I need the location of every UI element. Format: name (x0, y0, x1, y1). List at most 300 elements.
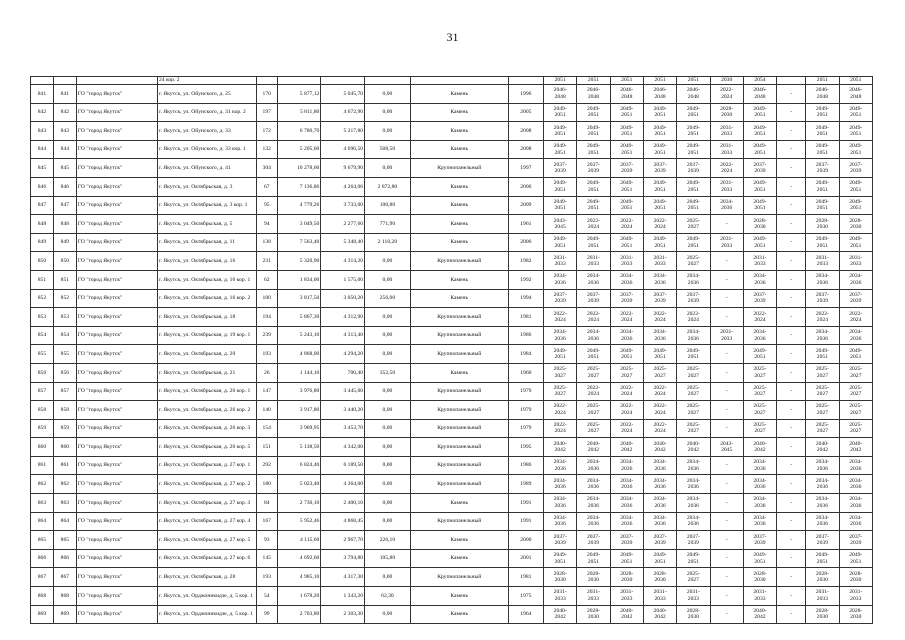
period-cell: 2049- 2051 (544, 122, 577, 141)
flats-count: 140 (256, 401, 277, 420)
period-cell: 2037- 2039 (544, 531, 577, 550)
flats-count: 94 (256, 215, 277, 234)
total-area: 5 243,10 (277, 326, 321, 345)
living-area: 4 313,40 (321, 326, 365, 345)
build-year: 2001 (508, 549, 543, 568)
build-year: 1986 (508, 456, 543, 475)
period-cell: 2028- 2030 (577, 605, 610, 624)
build-year: 1996 (508, 85, 543, 104)
nonresidential-area: 105,80 (365, 549, 411, 568)
period-cell: 2051 (839, 77, 872, 85)
period-cell: 2037- 2039 (544, 289, 577, 308)
period-cell: 2025- 2027 (743, 401, 776, 420)
period-cell: - (710, 215, 743, 234)
period-cell: 2034- 2036 (610, 270, 643, 289)
period-cell: 2043- 2045 (710, 438, 743, 457)
house-number: 866 (53, 549, 76, 568)
period-cell: 2054 (743, 77, 776, 85)
wall-material: Камень (410, 233, 508, 252)
nonresidential-area: 0,00 (365, 252, 411, 271)
living-area: 700,40 (321, 363, 365, 382)
address: г. Якутск, ул. Орджоникидзе, д. 5 кор. 1 (157, 605, 256, 624)
flats-count: 194 (256, 308, 277, 327)
total-area: 3 917,80 (277, 401, 321, 420)
period-cell: 2049- 2051 (643, 549, 676, 568)
period-cell: - (710, 382, 743, 401)
period-cell: - (710, 587, 743, 606)
house-number: 847 (53, 196, 76, 215)
period-cell: 2046- 2048 (806, 85, 839, 104)
living-area: 1 343,20 (321, 587, 365, 606)
period-cell: 2034- 2036 (743, 456, 776, 475)
period-cell: 2037- 2039 (610, 159, 643, 178)
address: г. Якутск, ул. Октябрьская, д. 27 кор. 2 (157, 475, 256, 494)
flats-count: 147 (256, 382, 277, 401)
period-cell: - (777, 308, 806, 327)
period-cell: 2049- 2051 (643, 140, 676, 159)
period-cell: 2031- 2033 (710, 233, 743, 252)
address: г. Якутск, ул. Октябрьская, д. 20 (157, 345, 256, 364)
period-cell: - (777, 345, 806, 364)
row-number: 850 (31, 252, 54, 271)
table-row (31, 419, 873, 438)
wall-material: Крупнопанельный (410, 568, 508, 587)
period-cell: 2025- 2027 (577, 419, 610, 438)
table-row (31, 345, 873, 364)
period-cell: 2025- 2027 (839, 363, 872, 382)
period-cell: 2040- 2042 (544, 605, 577, 624)
wall-material: Крупнопанельный (410, 456, 508, 475)
flats-count: 62 (256, 270, 277, 289)
wall-material: Камень (410, 289, 508, 308)
period-cell: - (777, 103, 806, 122)
wall-material: Камень (410, 549, 508, 568)
period-cell: 2049- 2051 (743, 103, 776, 122)
build-year: 1989 (508, 475, 543, 494)
wall-material: Камень (410, 140, 508, 159)
period-cell: 2043- 2045 (544, 215, 577, 234)
period-cell: 2049- 2051 (839, 233, 872, 252)
period-cell: 2031- 2033 (710, 122, 743, 141)
period-cell: 2025- 2027 (677, 382, 710, 401)
total-area: 2 730,10 (277, 494, 321, 513)
build-year: 1994 (508, 289, 543, 308)
living-area: 3 440,20 (321, 401, 365, 420)
wall-material: Крупнопанельный (410, 159, 508, 178)
flats-count: 197 (256, 103, 277, 122)
house-number: 860 (53, 438, 76, 457)
period-cell: - (710, 289, 743, 308)
period-cell: 2046- 2048 (643, 85, 676, 104)
period-cell: - (710, 605, 743, 624)
table-row (31, 494, 873, 513)
period-cell: - (710, 270, 743, 289)
period-cell: - (777, 401, 806, 420)
period-cell: - (710, 252, 743, 271)
table-row (31, 196, 873, 215)
period-cell: 2025- 2027 (839, 401, 872, 420)
period-cell: 2034- 2036 (610, 326, 643, 345)
wall-material: Камень (410, 270, 508, 289)
period-cell: 2049- 2051 (610, 549, 643, 568)
period-cell: 2031- 2033 (743, 252, 776, 271)
period-cell: 2049- 2051 (610, 140, 643, 159)
nonresidential-area: 0,00 (365, 159, 411, 178)
period-cell: 2049- 2051 (677, 103, 710, 122)
address: г. Якутск, ул. Октябрьская, д. 26 кор. 2 (157, 401, 256, 420)
municipality: ГО "город Якутск" (76, 382, 157, 401)
period-cell: 2022- 2024 (544, 401, 577, 420)
build-year: 1997 (508, 159, 543, 178)
municipality: ГО "город Якутск" (76, 401, 157, 420)
period-cell: 2049- 2051 (743, 196, 776, 215)
build-year: 1964 (508, 605, 543, 624)
wall-material: Камень (410, 215, 508, 234)
total-area: 6 780,70 (277, 122, 321, 141)
period-cell: 2031- 2033 (710, 326, 743, 345)
row-number: 856 (31, 363, 54, 382)
period-cell: 2049- 2051 (544, 103, 577, 122)
wall-material: Камень (410, 531, 508, 550)
municipality: ГО "город Якутск" (76, 419, 157, 438)
period-cell: 2034- 2036 (839, 456, 872, 475)
build-year: 1982 (508, 252, 543, 271)
period-cell: 2037- 2039 (643, 531, 676, 550)
nonresidential-area: 0,00 (365, 456, 411, 475)
house-number: 844 (53, 140, 76, 159)
period-cell: - (777, 587, 806, 606)
house-number: 848 (53, 215, 76, 234)
house-number: 841 (53, 85, 76, 104)
period-cell: 2028- 2030 (643, 568, 676, 587)
period-cell: 2037- 2039 (643, 159, 676, 178)
period-cell: 2022- 2024 (643, 419, 676, 438)
address: г. Якутск, ул. Ойунского, д. 33 кор. 1 (157, 140, 256, 159)
table-row (31, 438, 873, 457)
period-cell: 2034- 2036 (544, 456, 577, 475)
municipality: ГО "город Якутск" (76, 568, 157, 587)
period-cell: 2034- 2036 (643, 270, 676, 289)
nonresidential-area: 0,00 (365, 270, 411, 289)
address: г. Якутск, ул. Октябрьская, д. 5 (157, 215, 256, 234)
build-year: 2005 (508, 103, 543, 122)
period-cell: 2034- 2036 (610, 512, 643, 531)
period-cell: 2025- 2027 (806, 382, 839, 401)
wall-material: Камень (410, 85, 508, 104)
period-cell: 2049- 2051 (643, 345, 676, 364)
period-cell: - (777, 196, 806, 215)
period-cell: 2025- 2027 (610, 363, 643, 382)
period-cell: 2040- 2042 (839, 438, 872, 457)
wall-material: Крупнопанельный (410, 475, 508, 494)
period-cell: 2049- 2051 (677, 233, 710, 252)
period-cell: - (710, 531, 743, 550)
period-cell: 2037- 2039 (544, 159, 577, 178)
period-cell: 2031- 2033 (710, 177, 743, 196)
house-number: 867 (53, 568, 76, 587)
period-cell: - (777, 512, 806, 531)
period-cell: 2046- 2048 (610, 85, 643, 104)
period-cell: 2049- 2051 (577, 177, 610, 196)
address: г. Якутск, ул. Октябрьская, д. 27 кор. 5 (157, 531, 256, 550)
period-cell: - (710, 363, 743, 382)
table-row (31, 363, 873, 382)
table-row (31, 568, 873, 587)
period-cell: 2034- 2036 (577, 494, 610, 513)
wall-material: Крупнопанельный (410, 401, 508, 420)
build-year: 1984 (508, 345, 543, 364)
period-cell: 2034- 2036 (677, 456, 710, 475)
living-area: 4 364,00 (321, 475, 365, 494)
total-area: 5 138,50 (277, 438, 321, 457)
row-number: 851 (31, 270, 54, 289)
period-cell: 2049- 2051 (610, 233, 643, 252)
period-cell: 2049- 2051 (677, 177, 710, 196)
municipality: ГО "город Якутск" (76, 363, 157, 382)
living-area: 2 277,60 (321, 215, 365, 234)
municipality: ГО "город Якутск" (76, 215, 157, 234)
period-cell: 2025- 2027 (806, 419, 839, 438)
nonresidential-area: 62,30 (365, 587, 411, 606)
period-cell: 2028- 2030 (677, 605, 710, 624)
period-cell: 2034- 2036 (839, 475, 872, 494)
period-cell: - (777, 85, 806, 104)
period-cell (777, 77, 806, 85)
period-cell: 2040- 2042 (643, 438, 676, 457)
page-number: 31 (446, 30, 459, 44)
period-cell: 2049- 2051 (839, 345, 872, 364)
period-cell: 2022- 2024 (643, 308, 676, 327)
period-cell: - (710, 308, 743, 327)
municipality: ГО "город Якутск" (76, 345, 157, 364)
row-number: 867 (31, 568, 54, 587)
municipality: ГО "город Якутск" (76, 159, 157, 178)
living-area: 2 967,70 (321, 531, 365, 550)
period-cell: 2049- 2051 (577, 196, 610, 215)
table-row (31, 308, 873, 327)
build-year: 1979 (508, 419, 543, 438)
house-number: 845 (53, 159, 76, 178)
table-row (31, 252, 873, 271)
period-cell: 2049- 2051 (677, 196, 710, 215)
flats-count: 99 (256, 605, 277, 624)
period-cell: 2040- 2042 (577, 438, 610, 457)
flats-count: 170 (256, 85, 277, 104)
flats-count: 67 (256, 177, 277, 196)
total-area: 5 320,90 (277, 252, 321, 271)
period-cell: 2049- 2051 (610, 196, 643, 215)
living-area: 4 264,06 (321, 177, 365, 196)
row-number: 846 (31, 177, 54, 196)
row-number: 869 (31, 605, 54, 624)
period-cell: 2049- 2051 (610, 103, 643, 122)
total-area: 1 834,00 (277, 270, 321, 289)
table-row (31, 140, 873, 159)
living-area: 4 342,00 (321, 438, 365, 457)
flats-count: 239 (256, 326, 277, 345)
period-cell: 2034- 2036 (544, 326, 577, 345)
table-row (31, 215, 873, 234)
period-cell: 2025- 2027 (677, 568, 710, 587)
period-cell: - (710, 494, 743, 513)
period-cell: 2034- 2036 (839, 512, 872, 531)
period-cell: 2031- 2033 (643, 252, 676, 271)
period-cell: 2034- 2036 (677, 475, 710, 494)
period-cell: 2034- 2036 (677, 270, 710, 289)
period-cell: 2037- 2039 (677, 531, 710, 550)
period-cell: 2022- 2024 (643, 401, 676, 420)
house-number: 843 (53, 122, 76, 141)
period-cell: 2049- 2051 (544, 140, 577, 159)
flats-count: 93 (256, 531, 277, 550)
period-cell: 2034- 2036 (743, 512, 776, 531)
period-cell: 2025- 2027 (677, 419, 710, 438)
house-number: 846 (53, 177, 76, 196)
period-cell: 2040- 2042 (544, 438, 577, 457)
total-area: 10 278,60 (277, 159, 321, 178)
period-cell: 2022- 2024 (577, 382, 610, 401)
total-area: 5 877,12 (277, 85, 321, 104)
period-cell: 2022- 2024 (610, 215, 643, 234)
period-cell: 2049- 2051 (839, 196, 872, 215)
flats-count: 100 (256, 289, 277, 308)
period-cell: 2051 (610, 77, 643, 85)
period-cell: 2049- 2051 (610, 122, 643, 141)
table-row (31, 270, 873, 289)
flats-count: 304 (256, 159, 277, 178)
period-cell: 2051 (544, 77, 577, 85)
period-cell: 2049- 2051 (643, 103, 676, 122)
period-cell: 2031- 2033 (577, 252, 610, 271)
period-cell: 2049- 2051 (577, 549, 610, 568)
build-year: 1975 (508, 587, 543, 606)
municipality: ГО "город Якутск" (76, 122, 157, 141)
period-cell: 2034- 2036 (643, 475, 676, 494)
build-year: 1981 (508, 568, 543, 587)
living-area: 4 317,30 (321, 568, 365, 587)
flats-count: 26 (256, 363, 277, 382)
flats-count: 151 (256, 438, 277, 457)
house-number: 849 (53, 233, 76, 252)
period-cell: 2049- 2051 (577, 122, 610, 141)
period-cell: 2034- 2036 (643, 456, 676, 475)
period-cell: 2028- 2030 (806, 215, 839, 234)
address: г. Якутск, ул. Октябрьская, д. 26 кор. 5 (157, 438, 256, 457)
period-cell: 2034- 2036 (839, 494, 872, 513)
period-cell: 2022- 2024 (710, 85, 743, 104)
period-cell: - (777, 494, 806, 513)
period-cell: 2022- 2024 (806, 308, 839, 327)
period-cell: - (710, 345, 743, 364)
period-cell: 2051 (643, 77, 676, 85)
address: г. Якутск, ул. Октябрьская, д. 11 (157, 233, 256, 252)
house-number: 842 (53, 103, 76, 122)
nonresidential-area: 0,00 (365, 401, 411, 420)
period-cell: 2049- 2051 (610, 177, 643, 196)
row-number: 843 (31, 122, 54, 141)
wall-material: Камень (410, 196, 508, 215)
period-cell: - (777, 215, 806, 234)
address: г. Якутск, ул. Октябрьская, д. 26 кор. 1 (157, 382, 256, 401)
row-number: 847 (31, 196, 54, 215)
period-cell: 2025- 2027 (677, 401, 710, 420)
period-cell: 2040- 2042 (610, 438, 643, 457)
period-cell: - (777, 140, 806, 159)
period-cell: - (777, 549, 806, 568)
period-cell: 2034- 2036 (544, 512, 577, 531)
municipality: ГО "город Якутск" (76, 494, 157, 513)
period-cell: 2028- 2030 (610, 568, 643, 587)
total-area: 3 049,50 (277, 215, 321, 234)
period-cell: 2046- 2048 (677, 85, 710, 104)
period-cell: 2049- 2051 (839, 549, 872, 568)
address: г. Якутск, ул. Октябрьская, д. 16 кор. 2 (157, 289, 256, 308)
living-area: 4 314,20 (321, 252, 365, 271)
municipality: ГО "город Якутск" (76, 475, 157, 494)
flats-count: 193 (256, 568, 277, 587)
flats-count: 180 (256, 475, 277, 494)
house-number: 856 (53, 363, 76, 382)
period-cell: 2049- 2051 (677, 122, 710, 141)
period-cell: 2037- 2039 (577, 159, 610, 178)
period-cell: 2034- 2036 (610, 494, 643, 513)
table-row (31, 159, 873, 178)
nonresidential-area: 0,00 (365, 438, 411, 457)
address: г. Якутск, ул. Октябрьская, д. 26 кор. 3 (157, 419, 256, 438)
table-row (31, 85, 873, 104)
row-number: 857 (31, 382, 54, 401)
period-cell: 2049- 2051 (577, 140, 610, 159)
period-cell: - (777, 270, 806, 289)
period-cell: 2025- 2027 (743, 419, 776, 438)
housing-register-table (30, 76, 873, 624)
address: г. Якутск, ул. Орджоникидзе, д. 5 кор. 1 (157, 587, 256, 606)
period-cell: 2037- 2039 (743, 289, 776, 308)
address: г. Якутск, ул. Октябрьская, д. 27 кор. 1 (157, 456, 256, 475)
municipality: ГО "город Якутск" (76, 252, 157, 271)
address: г. Якутск, ул. Октябрьская, д. 3 (157, 177, 256, 196)
period-cell: 2034- 2036 (677, 512, 710, 531)
period-cell: 2037- 2039 (677, 289, 710, 308)
address: г. Якутск, ул. Октябрьская, д. 3 кор. 1 (157, 196, 256, 215)
period-cell: 2030 (710, 77, 743, 85)
nonresidential-area: 226,10 (365, 531, 411, 550)
period-cell: 2049- 2051 (544, 549, 577, 568)
total-area: 3 969,95 (277, 419, 321, 438)
period-cell: 2040- 2042 (743, 438, 776, 457)
period-cell: 2049- 2051 (839, 177, 872, 196)
period-cell: 2022- 2024 (743, 308, 776, 327)
period-cell: 2037- 2039 (577, 531, 610, 550)
period-cell: 2049- 2051 (806, 549, 839, 568)
total-area: 3 976,80 (277, 382, 321, 401)
municipality: ГО "город Якутск" (76, 196, 157, 215)
period-cell: 2025- 2027 (839, 419, 872, 438)
period-cell: 2034- 2036 (544, 475, 577, 494)
nonresidential-area: 0,00 (365, 475, 411, 494)
nonresidential-area: 0,00 (365, 308, 411, 327)
build-year: 1992 (508, 270, 543, 289)
municipality: ГО "город Якутск" (76, 140, 157, 159)
row-number: 852 (31, 289, 54, 308)
period-cell: 2031- 2033 (839, 587, 872, 606)
table-row (31, 587, 873, 606)
period-cell: 2034- 2036 (544, 494, 577, 513)
period-cell: 2049- 2051 (643, 233, 676, 252)
period-cell: - (710, 512, 743, 531)
period-cell: 2025- 2027 (544, 382, 577, 401)
address: г. Якутск, ул. Ойунского, д. 41 (157, 159, 256, 178)
